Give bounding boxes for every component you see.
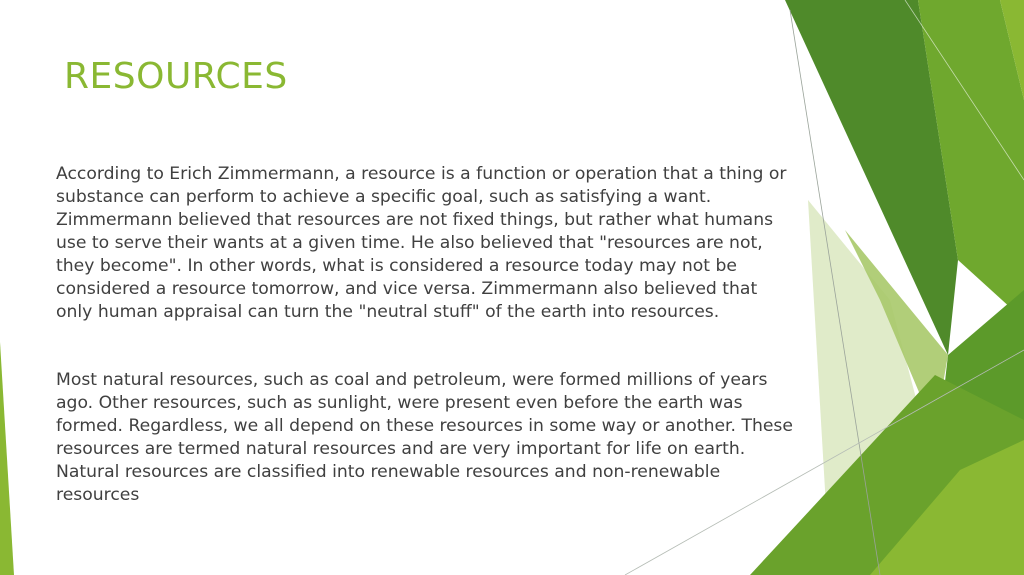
- paragraph-zimmermann: According to Erich Zimmermann, a resource is a function or operation that a thing or substance can perform to achieve a specific goal, such as satisfying a want. Zimmermann believed that resources are not fixed things, but rather what humans use to serve their wants at a given time. He also believed that "resources are not, they become". In other words, what is considered a resource today may not be considered a resource tomorrow, and vice versa. Zimmermann also believed that only human appraisal can turn the "neutral stuff" of the earth into resources.: [56, 164, 787, 322]
- paragraph-natural-resources: Most natural resources, such as coal and petroleum, were formed millions of years ago. Other resources, such as sunlight, were present even before the earth was formed. Regardless, we all depend on these resources in some way or another. These resources are termed natural resources and are very important for life on earth. Natural resources are classified into renewable resources and non-renewable resources: [56, 370, 793, 505]
- left-green-sliver: [0, 342, 14, 575]
- slide-body: [56, 163, 796, 507]
- slide-title: RESOURCES: [64, 56, 288, 97]
